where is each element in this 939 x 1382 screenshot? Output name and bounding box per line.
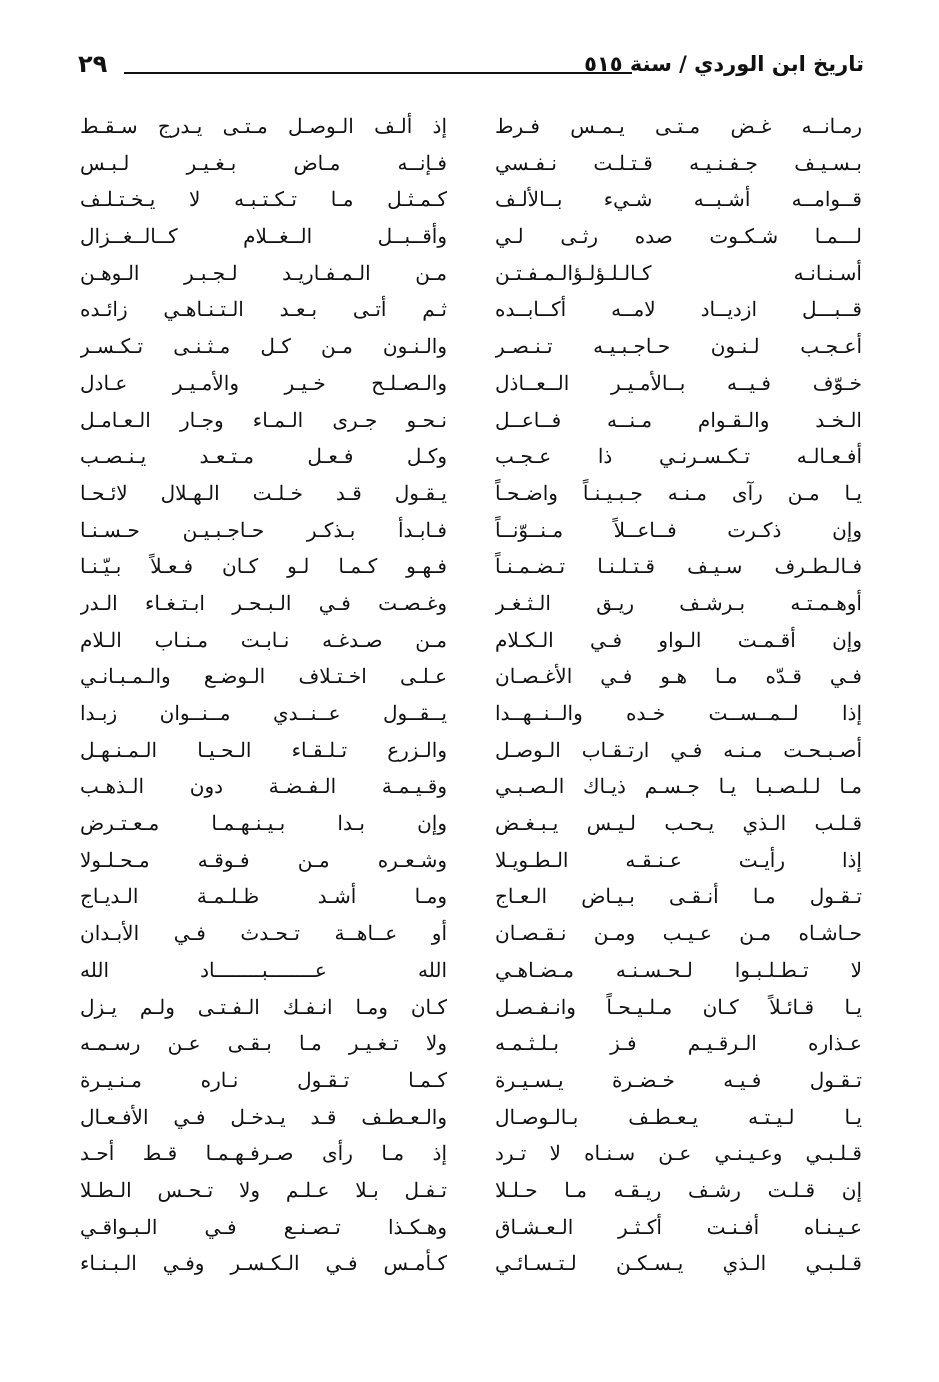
header-rule [124,72,632,74]
left-column-verse-line: وقـيـمـة الـفـضـة دون الـذهـب [80,774,447,799]
left-column-verse-line: كـمـثـل مـا تـكـتـبـه لا يـخـتـلـف [80,187,447,212]
left-column-verse-line: نـحـو جـرى الـمـاء وجـار الـعـامـل [80,407,447,432]
right-column-verse-line: الـخـد والـقـوام مـنــه فــاعــل [495,407,862,432]
right-column-verse-line: أفـعـالـه تـكـسـرنـي ذا عـجـب [495,444,862,469]
right-column-verse-line: إن قـلـت رشـف ريـقـه مـا حـلـلا [495,1177,862,1202]
left-column-verse-line: والـعـطـف قـد يـدخـل فـي الأفـعـال [80,1104,447,1129]
right-column-verse-line: قــوامــه أشـبــه شـيء بــالألـف [495,187,862,212]
right-column-verse-line: لا تـطـلـبـوا لـحـسـنـه مـضـاهـي [495,957,862,982]
right-column-verse-line: قـلـبـي وعـيـنـي عـن سـنـاه لا تـرد [495,1141,862,1166]
right-column-verse-line: تـقـول فـيـه خـضـرة يـسـيـرة [495,1067,862,1092]
right-column-verse-line: قــبـــل ازديــاد لامــه أكــابــده [495,297,862,322]
left-column-verse-line: وغـصـت فـي الـبـحـر ابـتـغـاء الـدر [80,590,447,615]
right-column-verse-line: يـا لـيـتـه يـعـطـف بـالـوصـال [495,1104,862,1129]
left-column-verse-line: والـصـلـح خـيـر والأمـيـر عـادل [80,370,447,395]
left-column-verse-line: يـقـول قـد خـلـت الـهـلال لائـحـا [80,480,447,505]
right-column-verse-line: إذا رأيـت عـنـقـه الـطـويـلا [495,847,862,872]
left-column-verse-line: أو عــاهــة تـحـدث فـي الأبـدان [80,921,447,946]
left-column-verse-line: والـنـون مـن كـل مـثـنـى تـكـسـر [80,334,447,359]
right-column-verse-line: حـاشـاه مـن عـيـب ومـن نـقـصـان [495,921,862,946]
left-column-verse-line: عـلـى اخـتـلاف الـوضـع والـمـبـانـي [80,664,447,689]
right-column-verse-line: تـقـول مـا أنـقـى بـيـاض الـعـاج [495,884,862,909]
right-column-verse-line: خـوّف فـيــه بــالأمـيـر الــعــاذل [495,370,862,395]
right-column-verse-line: إذا لــمــســت خـده والــنــهــدا [495,701,862,725]
left-column-verse-line: وأقــبــل الــغــلام كــالــغــزال [80,224,447,249]
page-number: ٢٩ [78,50,108,78]
left-column-verse-line: ومـا أشـد ظـلـمـة الـديـاج [80,884,447,909]
right-column-verse-line: بـسـيـف جـفـنـيـه قـتـلـت نـفـسي [495,150,862,175]
right-column-verse-line: أصـبـحـت مـنـه فـي ارتـقـاب الـوصـل [495,737,862,762]
right-column [495,108,862,1282]
left-column-verse-line: إذ مـا رأى صـرفـهـمـا قـط أحـد [80,1141,447,1166]
left-column-verse-line: كـان ومـا انـفـك الـفـتـى ولـم يـزل [80,994,447,1019]
right-column-verse-line: يـا قـائـلاً كـان مـلـيـحـاً وانـفـصـل [495,994,862,1019]
right-column-verse-line: قـلـب الـذي يـحـب لـيـس يـبـغـض [495,811,862,836]
left-column-verse-line: مـن الـمـفـاريـد لـجـبـر الـوهـن [80,260,447,285]
left-column-verse-line: فـإنــه مـاض بـغـيـر لـبـس [80,150,447,175]
right-column-verse-line: وإن أقـمـت الـواو فـي الـكـلام [495,627,862,652]
left-column-verse-line: فـهـو كـمـا لـو كـان فـعـلاً بـيّـنـا [80,554,447,579]
left-column-verse-line: يــقــول عــنــدي مــنــوان زبـدا [80,701,447,725]
left-column-verse-line: الله عــــــــبــــــــاد الله [80,957,447,982]
right-column-verse-line: يـا مـن رآى مـنـه جـبـيـنـاً واضـحـاً [495,480,862,505]
left-column-verse-line: وهـكـذا تـصـنـع فـي الـبـواقـي [80,1214,447,1239]
left-column-verse-line: ثـم أتـى بـعـد الـتـنـاهـي زائـده [80,297,447,322]
left-column-verse-line: وإن بـدا بـيـنـهـمـا مـعـتـرض [80,811,447,836]
running-title: تاريخ ابن الوردي / سنة ٥١٥ [584,52,864,76]
left-column-verse-line: وشـعـره مـن فـوقـه مـحـلـولا [80,847,447,872]
left-column-verse-line: فـابـدأ بـذكـر حـاجـبـيـن حـسـنـا [80,517,447,542]
right-column-verse-line: فـالـطـرف سـيـف قـتـلـنـا تـضـمـنـاً [495,554,862,579]
left-column-verse-line: وكـل فـعـل مـتـعـد يـنـصـب [80,444,447,469]
right-column-verse-line: أوهـمـتـه بـرشـف ريـق الـثـغـر [495,590,862,615]
right-column-verse-line: مـا لـلـصـبـا يـا جـسـم ذيـاك الـصـبـي [495,774,862,799]
right-column-verse-line: أسـنـانـه كـالـلـؤلـؤالـمـفـتـن [495,260,862,285]
right-column-verse-line: عـذاره الـرقـيـم فـز بـلـثـمـه [495,1031,862,1056]
left-column-verse-line: مـن صـدغـه نـابـت مـنـاب الـلام [80,627,447,652]
right-column-verse-line: فـي قـدّه مـا هـو فـي الأغـصـان [495,664,862,689]
left-column-verse-line: كـمـا تـقـول نـاره مـنـيـرة [80,1067,447,1092]
left-column-verse-line: كـأمـس فـي الـكـسـر وفـي الـبـنـاء [80,1251,447,1276]
right-column-verse-line: لـــمـا شـكـوت صده رثـى لـي [495,224,862,249]
left-column-verse-line: ولا تـغـيـر مـا بـقـى عـن رسـمـه [80,1031,447,1056]
right-column-verse-line: رمـانــه غـض مـتـى يـمـس فـرط [495,114,862,138]
left-column-verse-line: والـزرع تـلـقـاء الـحـيـا الـمـنـهـل [80,737,447,762]
right-column-verse-line: قـلـبـي الـذي يـسـكـن لـتـسـائـي [495,1251,862,1276]
left-column-verse-line: تـفـل بـلا عـلـم ولا تـحـس الـطـلا [80,1177,447,1202]
right-column-verse-line: أعـجـب لـنـون حـاجـبـيـه تـنـصـر [495,334,862,359]
right-column-verse-line: عـيـنـاه أفـنـت أكـثـر الـعـشـاق [495,1214,862,1239]
right-column-verse-line: وإن ذكـرت فــاعــلاً مـنــوّنــاً [495,517,862,542]
page-header [78,48,864,88]
left-column [80,108,447,1282]
left-column-verse-line: إذ ألـف الـوصـل مـتـى يـدرج سـقـط [80,114,447,138]
